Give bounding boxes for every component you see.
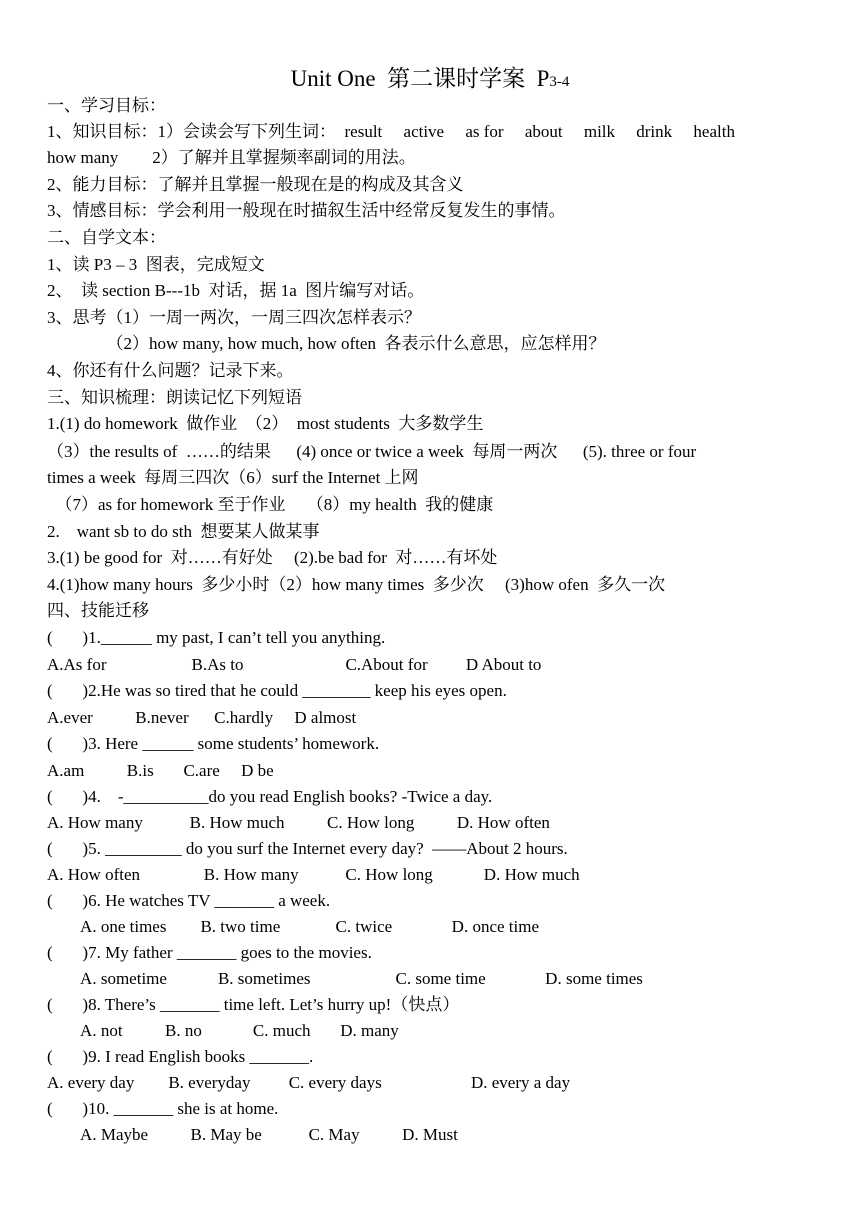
phrase-line-4: （7）as for homework 至于作业 （8）my health 我的健康: [47, 495, 494, 514]
section-heading-practice: 四、技能迁移: [47, 601, 149, 620]
phrase-line-2: （3）the results of ……的结果 (4) once or twice a week 每周一两次 (5). three or four: [47, 442, 697, 461]
phrase-line-5: 2. want sb to do sth 想要某人做某事: [47, 522, 320, 541]
question-3: ( )3. Here ______ some students’ homework.: [47, 734, 380, 753]
question-6: ( )6. He watches TV _______ a week.: [47, 891, 331, 910]
page-title-main: Unit One 第二课时学案 P: [290, 66, 550, 91]
section-heading-knowledge: 三、知识梳理：朗读记忆下列短语: [47, 388, 302, 407]
phrase-line-3: times a week 每周三四次（6）surf the Internet 上网: [47, 468, 419, 487]
selfstudy-item-1: 1、读 P3 – 3 图表，完成短文: [47, 255, 265, 274]
question-9-options: A. every day B. everyday C. every days D. every a day: [47, 1073, 571, 1092]
phrase-line-7: 4.(1)how many hours 多少小时（2）how many times 多少次 (3)how ofen 多久一次: [47, 575, 666, 594]
question-10-options: A. Maybe B. May be C. May D. Must: [47, 1125, 458, 1144]
question-2: ( )2.He was so tired that he could ________ keep his eyes open.: [47, 681, 507, 700]
page-title-subscript: 3-4: [549, 74, 570, 90]
phrase-line-1: 1.(1) do homework 做作业 （2） most students 大多数学生: [47, 414, 484, 433]
question-7: ( )7. My father _______ goes to the movies.: [47, 943, 372, 962]
question-1-options: A.As for B.As to C.About for D About to: [47, 655, 542, 674]
question-5-options: A. How often B. How many C. How long D. How much: [47, 865, 580, 884]
question-8-options: A. not B. no C. much D. many: [47, 1021, 399, 1040]
section-heading-objectives: 一、学习目标：: [47, 96, 166, 115]
question-5: ( )5. _________ do you surf the Internet every day? ——About 2 hours.: [47, 839, 568, 858]
selfstudy-item-3: 3、思考（1）一周一两次，一周三四次怎样表示？: [47, 308, 421, 327]
question-6-options: A. one times B. two time C. twice D. once time: [47, 917, 540, 936]
objective-knowledge: 1、知识目标：1）会读会写下列生词： result active as for about milk drink health: [47, 122, 735, 141]
objective-emotion: 3、情感目标：学会利用一般现在时描叙生活中经常反复发生的事情。: [47, 201, 566, 220]
question-3-options: A.am B.is C.are D be: [47, 761, 274, 780]
question-10: ( )10. _______ she is at home.: [47, 1099, 279, 1118]
objective-knowledge-cont: how many 2）了解并且掌握频率副词的用法。: [47, 148, 416, 167]
page-title: [0, 64, 860, 97]
selfstudy-item-3-sub: （2）how many, how much, how often 各表示什么意思，应怎样用？: [47, 334, 606, 353]
section-heading-selfstudy: 二、自学文本：: [47, 228, 166, 247]
question-7-options: A. sometime B. sometimes C. some time D. some times: [47, 969, 643, 988]
question-2-options: A.ever B.never C.hardly D almost: [47, 708, 357, 727]
question-9: ( )9. I read English books _______.: [47, 1047, 314, 1066]
objective-ability: 2、能力目标：了解并且掌握一般现在是的构成及其含义: [47, 175, 464, 194]
selfstudy-item-2: 2、 读 section B---1b 对话，据 1a 图片编写对话。: [47, 281, 425, 300]
question-4: ( )4. -__________do you read English books? -Twice a day.: [47, 787, 493, 806]
selfstudy-item-4: 4、你还有什么问题？记录下来。: [47, 361, 294, 380]
question-4-options: A. How many B. How much C. How long D. How often: [47, 813, 550, 832]
question-1: ( )1.______ my past, I can’t tell you anything.: [47, 628, 386, 647]
question-8: ( )8. There’s _______ time left. Let’s hurry up!（快点）: [47, 995, 460, 1014]
phrase-line-6: 3.(1) be good for 对……有好处 (2).be bad for 对……有坏处: [47, 548, 498, 567]
